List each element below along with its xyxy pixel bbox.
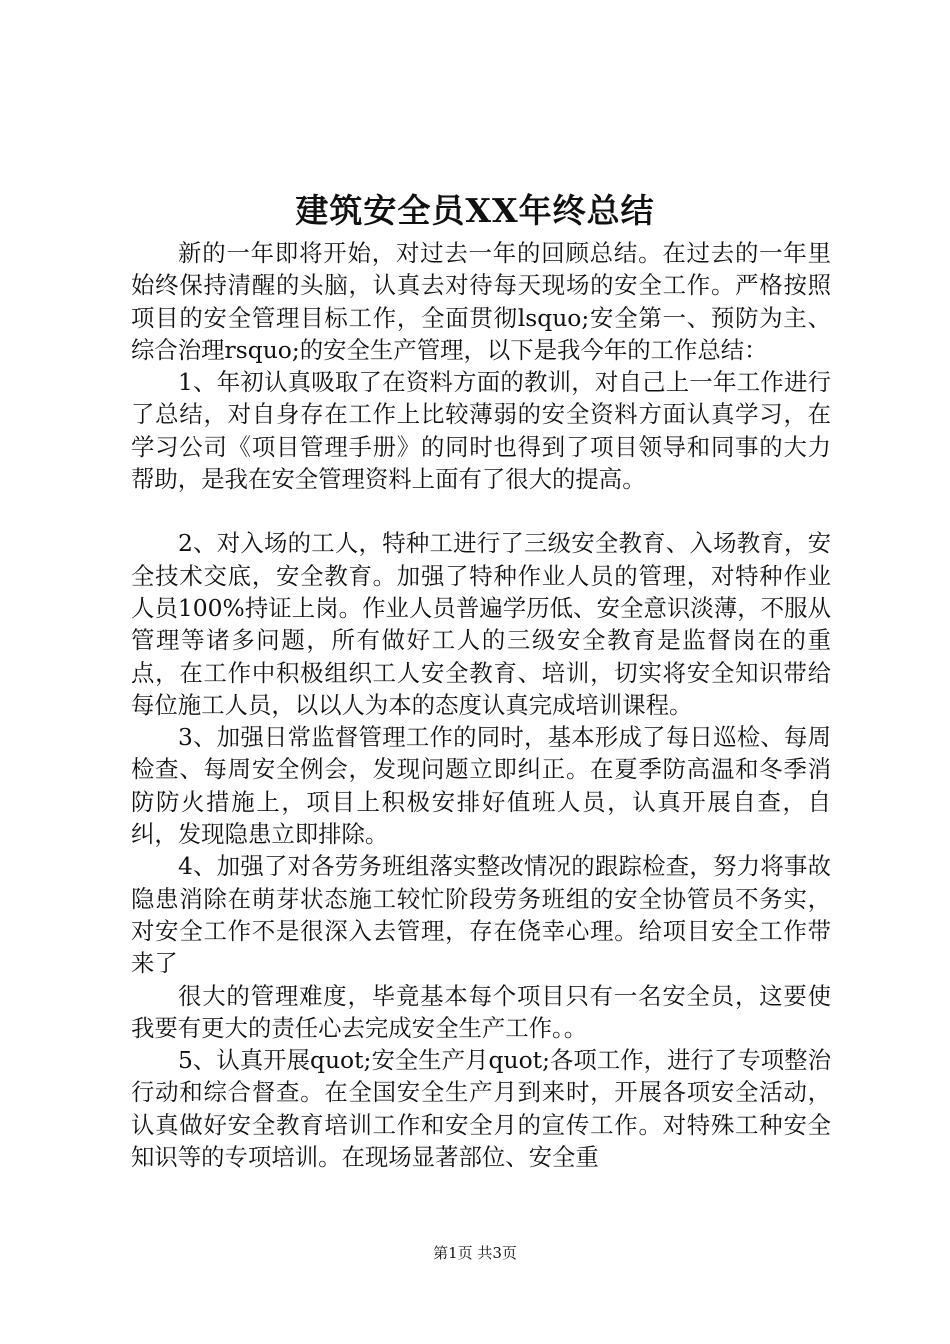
- document-title: 建筑安全员XX年终总结: [295, 191, 655, 230]
- document-body: [131, 237, 831, 1173]
- paragraph-3: 3、加强日常监督管理工作的同时，基本形成了每日巡检、每周检查、每周安全例会，发现问题立即纠正。在夏季防高温和冬季消防防火措施上，项目上积极安排好值班人员，认真开展自查，自纠，发现隐患立即排除。: [131, 723, 831, 849]
- paragraph-1: 1、年初认真吸取了在资料方面的教训，对自己上一年工作进行了总结，对自身存在工作上比较薄弱的安全资料方面认真学习，在学习公司《项目管理手册》的同时也得到了项目领导和同事的大力帮助，是我在安全管理资料上面有了很大的提高。: [131, 368, 831, 494]
- intro-paragraph: 新的一年即将开始，对过去一年的回顾总结。在过去的一年里始终保持清醒的头脑，认真去对待每天现场的安全工作。严格按照项目的安全管理目标工作，全面贯彻lsquo;安全第一、预防为主、综合治理rsquo;的安全生产管理，以下是我今年的工作总结：: [131, 239, 831, 364]
- paragraph-4-continued: 很大的管理难度，毕竟基本每个项目只有一名安全员，这要使我要有更大的责任心去完成安全生产工作。。: [131, 981, 831, 1042]
- paragraph-2: 2、对入场的工人，特种工进行了三级安全教育、入场教育，安全技术交底，安全教育。加强了特种作业人员的管理，对特种作业人员100%持证上岗。作业人员普遍学历低、安全意识淡薄，不服从管理等诸多问题，所有做好工人的三级安全教育是监督岗在的重点，在工作中积极组织工人安全教育、培训，切实将安全知识带给每位施工人员，以以人为本的态度认真完成培训课程。: [131, 529, 831, 719]
- paragraph-5: 5、认真开展quot;安全生产月quot;各项工作，进行了专项整治行动和综合督查。在全国安全生产月到来时，开展各项安全活动，认真做好安全教育培训工作和安全月的宣传工作。对特殊工种安全知识等的专项培训。在现场显著部位、安全重: [131, 1046, 831, 1172]
- paragraph-4: 4、加强了对各劳务班组落实整改情况的跟踪检查，努力将事故隐患消除在萌芽状态施工较忙阶段劳务班组的安全协管员不务实，对安全工作不是很深入去管理，存在侥幸心理。给项目安全工作带来了: [131, 852, 831, 978]
- page-footer: 第1页 共3页: [433, 1244, 517, 1262]
